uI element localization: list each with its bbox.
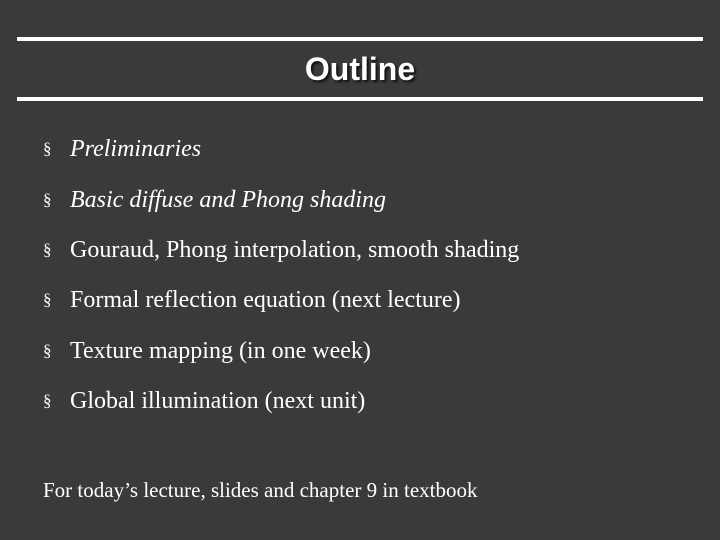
bullet-list: [43, 124, 519, 426]
bullet-marker-icon: §: [43, 290, 52, 310]
bullet-text: Basic diffuse and Phong shading: [70, 186, 386, 213]
bullet-marker-icon: §: [43, 239, 52, 259]
title-bottom-rule: [17, 97, 703, 101]
bullet-marker-icon: §: [43, 391, 52, 411]
bullet-marker-icon: §: [43, 340, 52, 360]
bullet-marker-icon: §: [43, 189, 52, 209]
title-top-rule: [17, 37, 703, 41]
bullet-item: [43, 326, 519, 376]
bullet-text: Global illumination (next unit): [70, 388, 366, 415]
bullet-marker-icon: §: [43, 139, 52, 159]
bullet-item: [43, 275, 519, 325]
bullet-item: [43, 174, 519, 224]
footer-note: For today’s lecture, slides and chapter 9 in textbook: [43, 478, 478, 502]
bullet-item: [43, 225, 519, 275]
bullet-text: Preliminaries: [70, 136, 202, 163]
bullet-text: Texture mapping (in one week): [70, 337, 371, 364]
bullet-item: [43, 376, 519, 426]
bullet-text: Formal reflection equation (next lecture): [70, 287, 461, 314]
bullet-text: Gouraud, Phong interpolation, smooth shading: [70, 236, 520, 263]
bullet-item: [43, 124, 519, 174]
slide-title: Outline: [304, 51, 416, 87]
